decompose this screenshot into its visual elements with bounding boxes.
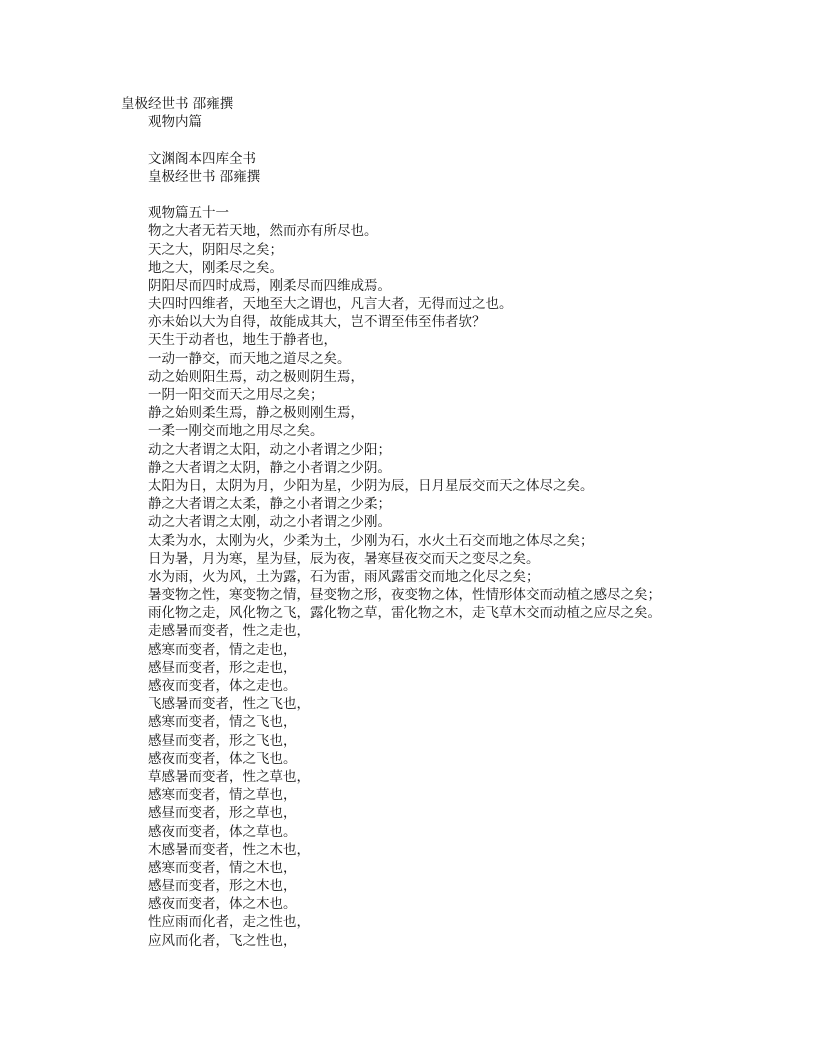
text-line: 暑变物之性，寒变物之情，昼变物之形，夜变物之体，性情形体交而动植之感尽之矣；: [148, 587, 661, 604]
document-title-repeat: 皇极经世书 邵雍撰: [148, 168, 261, 185]
text-line: 物之大者无若天地，然而亦有所尽也。: [148, 223, 378, 240]
text-line: 一动一静交，而天地之道尽之矣。: [148, 350, 351, 367]
text-line: 静之大者谓之太柔，静之小者谓之少柔；: [148, 496, 391, 513]
text-line: 静之大者谓之太阴，静之小者谓之少阴。: [148, 459, 391, 476]
text-line: 飞感暑而变者，性之飞也，: [148, 696, 310, 713]
collection-name: 文渊阁本四库全书: [148, 150, 256, 167]
text-line: 感昼而变者，形之草也，: [148, 805, 297, 822]
text-line: 太阳为日，太阴为月，少阳为星，少阴为辰，日月星辰交而天之体尽之矣。: [148, 477, 594, 494]
text-line: 感寒而变者，情之飞也，: [148, 714, 297, 731]
text-line: 雨化物之走，风化物之飞，露化物之草，雷化物之木，走飞草木交而动植之应尽之矣。: [148, 605, 661, 622]
body-text: [121, 222, 801, 950]
chapter-heading: 观物篇五十一: [148, 205, 229, 222]
text-line: 日为暑，月为寒，星为昼，辰为夜，暑寒昼夜交而天之变尽之矣。: [148, 550, 540, 567]
text-line: 太柔为水，太刚为火，少柔为土，少刚为石，水火土石交而地之体尽之矣；: [148, 532, 594, 549]
text-line: 天生于动者也，地生于静者也，: [148, 332, 337, 349]
text-line: 一阴一阳交而天之用尽之矣；: [148, 387, 324, 403]
text-line: 感夜而变者，体之走也。: [148, 678, 297, 694]
text-line: 静之始则柔生焉，静之极则刚生焉，: [148, 405, 364, 422]
text-line: 动之大者谓之太阳，动之小者谓之少阳；: [148, 441, 391, 458]
text-line: 动之始则阳生焉，动之极则阴生焉，: [148, 368, 364, 385]
text-line: 动之大者谓之太刚，动之小者谓之少刚。: [148, 514, 391, 531]
document-page: [121, 95, 801, 950]
section-subtitle: 观物内篇: [148, 114, 202, 131]
text-line: 木感暑而变者，性之木也，: [148, 841, 310, 858]
text-line: 地之大，刚柔尽之矣。: [148, 259, 283, 276]
text-line: 感夜而变者，体之木也。: [148, 896, 297, 913]
text-line: 阴阳尽而四时成焉，刚柔尽而四维成焉。: [148, 277, 391, 294]
text-line: 水为雨，火为风，土为露，石为雷，雨风露雷交而地之化尽之矣；: [148, 568, 540, 585]
text-line: 感昼而变者，形之走也，: [148, 659, 297, 676]
text-line: 感寒而变者，情之木也，: [148, 859, 297, 876]
text-line: 天之大，阴阳尽之矣；: [148, 241, 283, 258]
text-line: 亦未始以大为自得，故能成其大，岂不谓至伟至伟者欤？: [148, 314, 486, 331]
text-line: 走感暑而变者，性之走也，: [148, 623, 310, 640]
text-line: 感寒而变者，情之草也，: [148, 787, 297, 804]
text-line: 夫四时四维者，天地至大之谓也，凡言大者，无得而过之也。: [148, 296, 513, 313]
text-line: 感夜而变者，体之草也。: [148, 823, 297, 840]
text-line: 感寒而变者，情之走也，: [148, 641, 297, 658]
text-line: 草感暑而变者，性之草也，: [148, 768, 310, 785]
text-line: 一柔一刚交而地之用尽之矣。: [148, 423, 324, 440]
document-title: 皇极经世书 邵雍撰: [121, 96, 234, 112]
text-line: 感昼而变者，形之木也，: [148, 878, 297, 895]
text-line: 应风而化者，飞之性也，: [148, 932, 297, 949]
spacer: [121, 131, 801, 149]
spacer: [121, 186, 801, 204]
text-line: 感昼而变者，形之飞也，: [148, 732, 297, 749]
text-line: 感夜而变者，体之飞也。: [148, 750, 297, 767]
text-line: 性应雨而化者，走之性也，: [148, 914, 310, 931]
